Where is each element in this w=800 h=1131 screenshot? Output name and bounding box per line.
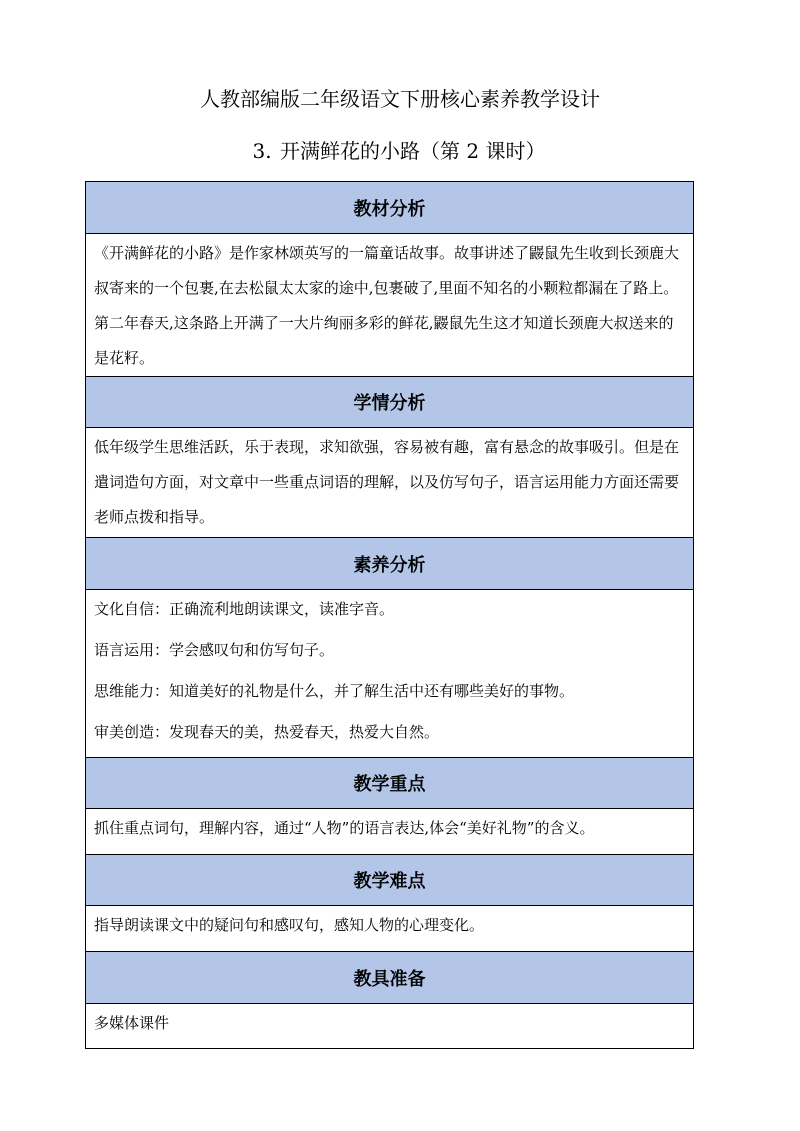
section-body-row — [86, 590, 694, 758]
section-body-row — [86, 809, 694, 855]
literacy-analysis-heading: 素养分析 — [86, 538, 694, 590]
section-body-row — [86, 1004, 694, 1049]
literacy-item: 语言运用：学会感叹句和仿写句子。 — [94, 641, 335, 659]
section-header-row — [86, 758, 694, 809]
lesson-name: 开满鲜花的小路（第 2 课时） — [280, 139, 546, 163]
section-header-row — [86, 538, 694, 590]
textbook-analysis-heading: 教材分析 — [86, 182, 694, 234]
literacy-item: 文化自信：正确流利地朗读课文，读准字音。 — [94, 600, 395, 618]
teaching-focus-heading: 教学重点 — [86, 758, 694, 809]
lesson-plan-table — [85, 181, 694, 1049]
literacy-analysis-content — [86, 590, 694, 758]
lesson-title — [0, 138, 800, 164]
section-body-row — [86, 906, 694, 952]
section-header-row — [86, 952, 694, 1004]
teaching-tools-heading: 教具准备 — [86, 952, 694, 1004]
lesson-number: 3. — [252, 139, 272, 163]
teaching-difficulty-content: 指导朗读课文中的疑问句和感叹句，感知人物的心理变化。 — [86, 906, 694, 952]
section-header-row — [86, 182, 694, 234]
textbook-analysis-content: 《开满鲜花的小路》是作家林颂英写的一篇童话故事。故事讲述了鼹鼠先生收到长颈鹿大叔寄来的一个包裹,在去松鼠太太家的途中,包裹破了,里面不知名的小颗粒都漏在了路上。第二年春天,这条路上开满了一大片绚丽多彩的鲜花,鼹鼠先生这才知道长颈鹿大叔送来的是花籽。 — [86, 234, 694, 377]
teaching-focus-content: 抓住重点词句，理解内容，通过“人物”的语言表达,体会“美好礼物”的含义。 — [86, 809, 694, 855]
section-body-row — [86, 234, 694, 377]
literacy-item: 审美创造：发现春天的美，热爱春天，热爱大自然。 — [94, 723, 440, 741]
literacy-item: 思维能力：知道美好的礼物是什么，并了解生活中还有哪些美好的事物。 — [94, 682, 575, 700]
document-title: 人教部编版二年级语文下册核心素养教学设计 — [200, 87, 600, 111]
teaching-tools-content: 多媒体课件 — [86, 1004, 694, 1049]
section-header-row — [86, 855, 694, 906]
student-analysis-heading: 学情分析 — [86, 377, 694, 428]
teaching-difficulty-heading: 教学难点 — [86, 855, 694, 906]
section-body-row — [86, 428, 694, 538]
student-analysis-content: 低年级学生思维活跃，乐于表现，求知欲强，容易被有趣，富有悬念的故事吸引。但是在遣词造句方面，对文章中一些重点词语的理解，以及仿写句子，语言运用能力方面还需要老师点拨和指导。 — [86, 428, 694, 538]
section-header-row — [86, 377, 694, 428]
